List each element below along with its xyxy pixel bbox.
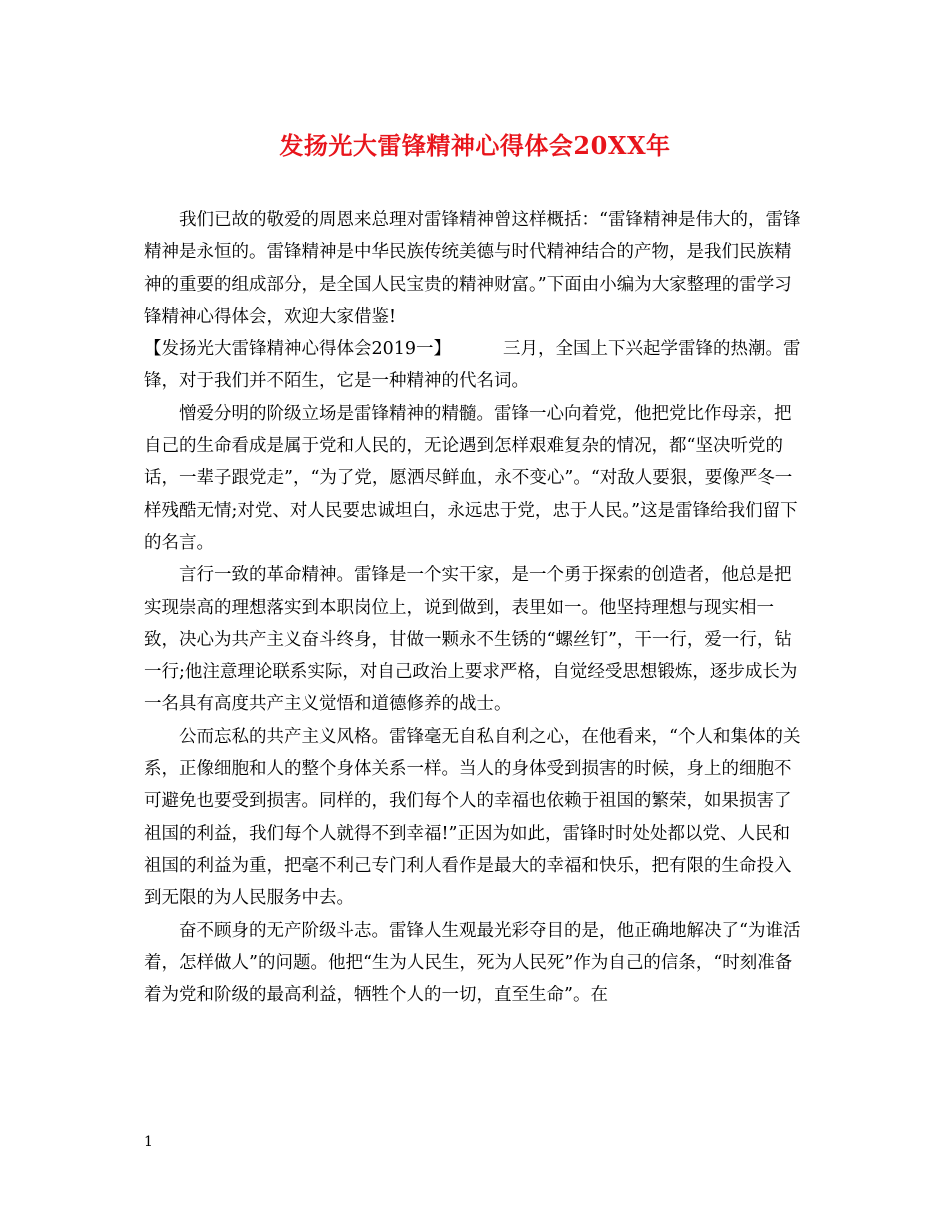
body-paragraph: 奋不顾身的无产阶级斗志。雷锋人生观最光彩夺目的是，他正确地解决了“为谁活着，怎样做人”的问题。他把“生为人民生，死为人民死”作为自己的信条，“时刻准备着为党和阶级的最高利益，牺牲个人的一切，直至生命”。在 xyxy=(144,920,801,1006)
document-title: 发扬光大雷锋精神心得体会20XX年 xyxy=(279,131,671,160)
document-body xyxy=(144,204,804,1011)
section-heading: 【发扬光大雷锋精神心得体会2019一】 xyxy=(144,339,452,360)
intro-paragraph: 我们已故的敬爱的周恩来总理对雷锋精神曾这样概括：“雷锋精神是伟大的，雷锋精神是永恒的。雷锋精神是中华民族传统美德与时代精神结合的产物，是我们民族精神的重要的组成部分，是全国人民宝贵的精神财富。”下面由小编为大家整理的雷学习锋精神心得体会，欢迎大家借鉴! xyxy=(144,210,801,327)
section-paragraph xyxy=(144,333,804,398)
body-paragraph: 公而忘私的共产主义风格。雷锋毫无自私自利之心，在他看来，“个人和集体的关系，正像细胞和人的整个身体关系一样。当人的身体受到损害的时候，身上的细胞不可避免也要受到损害。同样的，我们每个人的幸福也依赖于祖国的繁荣，如果损害了祖国的利益，我们每个人就得不到幸福!”正因为如此，雷锋时时处处都以党、人民和祖国的利益为重，把毫不利己专门利人看作是最大的幸福和快乐，把有限的生命投入到无限的为人民服务中去。 xyxy=(144,726,801,909)
page-number: 1 xyxy=(144,1134,153,1150)
section-lead: 三月，全国上下兴起学雷锋的热潮。雷锋，对于我们并不陌生，它是一种精神的代名词。 xyxy=(144,339,801,392)
body-paragraph: 憎爱分明的阶级立场是雷锋精神的精髓。雷锋一心向着党，他把党比作母亲，把自己的生命看成是属于党和人民的，无论遇到怎样艰难复杂的情况，都“坚决听党的话，一辈子跟党走”，“为了党，愿洒尽鲜血，永不变心”。“对敌人要狠，要像严冬一样残酷无情;对党、对人民要忠诚坦白，永远忠于党，忠于人民。”这是雷锋给我们留下的名言。 xyxy=(144,403,798,553)
body-paragraph: 言行一致的革命精神。雷锋是一个实干家，是一个勇于探索的创造者，他总是把实现崇高的理想落实到本职岗位上，说到做到，表里如一。他坚持理想与现实相一致，决心为共产主义奋斗终身，甘做一颗永不生锈的“螺丝钉”，干一行，爱一行，钻一行;他注意理论联系实际，对自己政治上要求严格，自觉经受思想锻炼，逐步成长为一名具有高度共产主义觉悟和道德修养的战士。 xyxy=(144,565,798,715)
